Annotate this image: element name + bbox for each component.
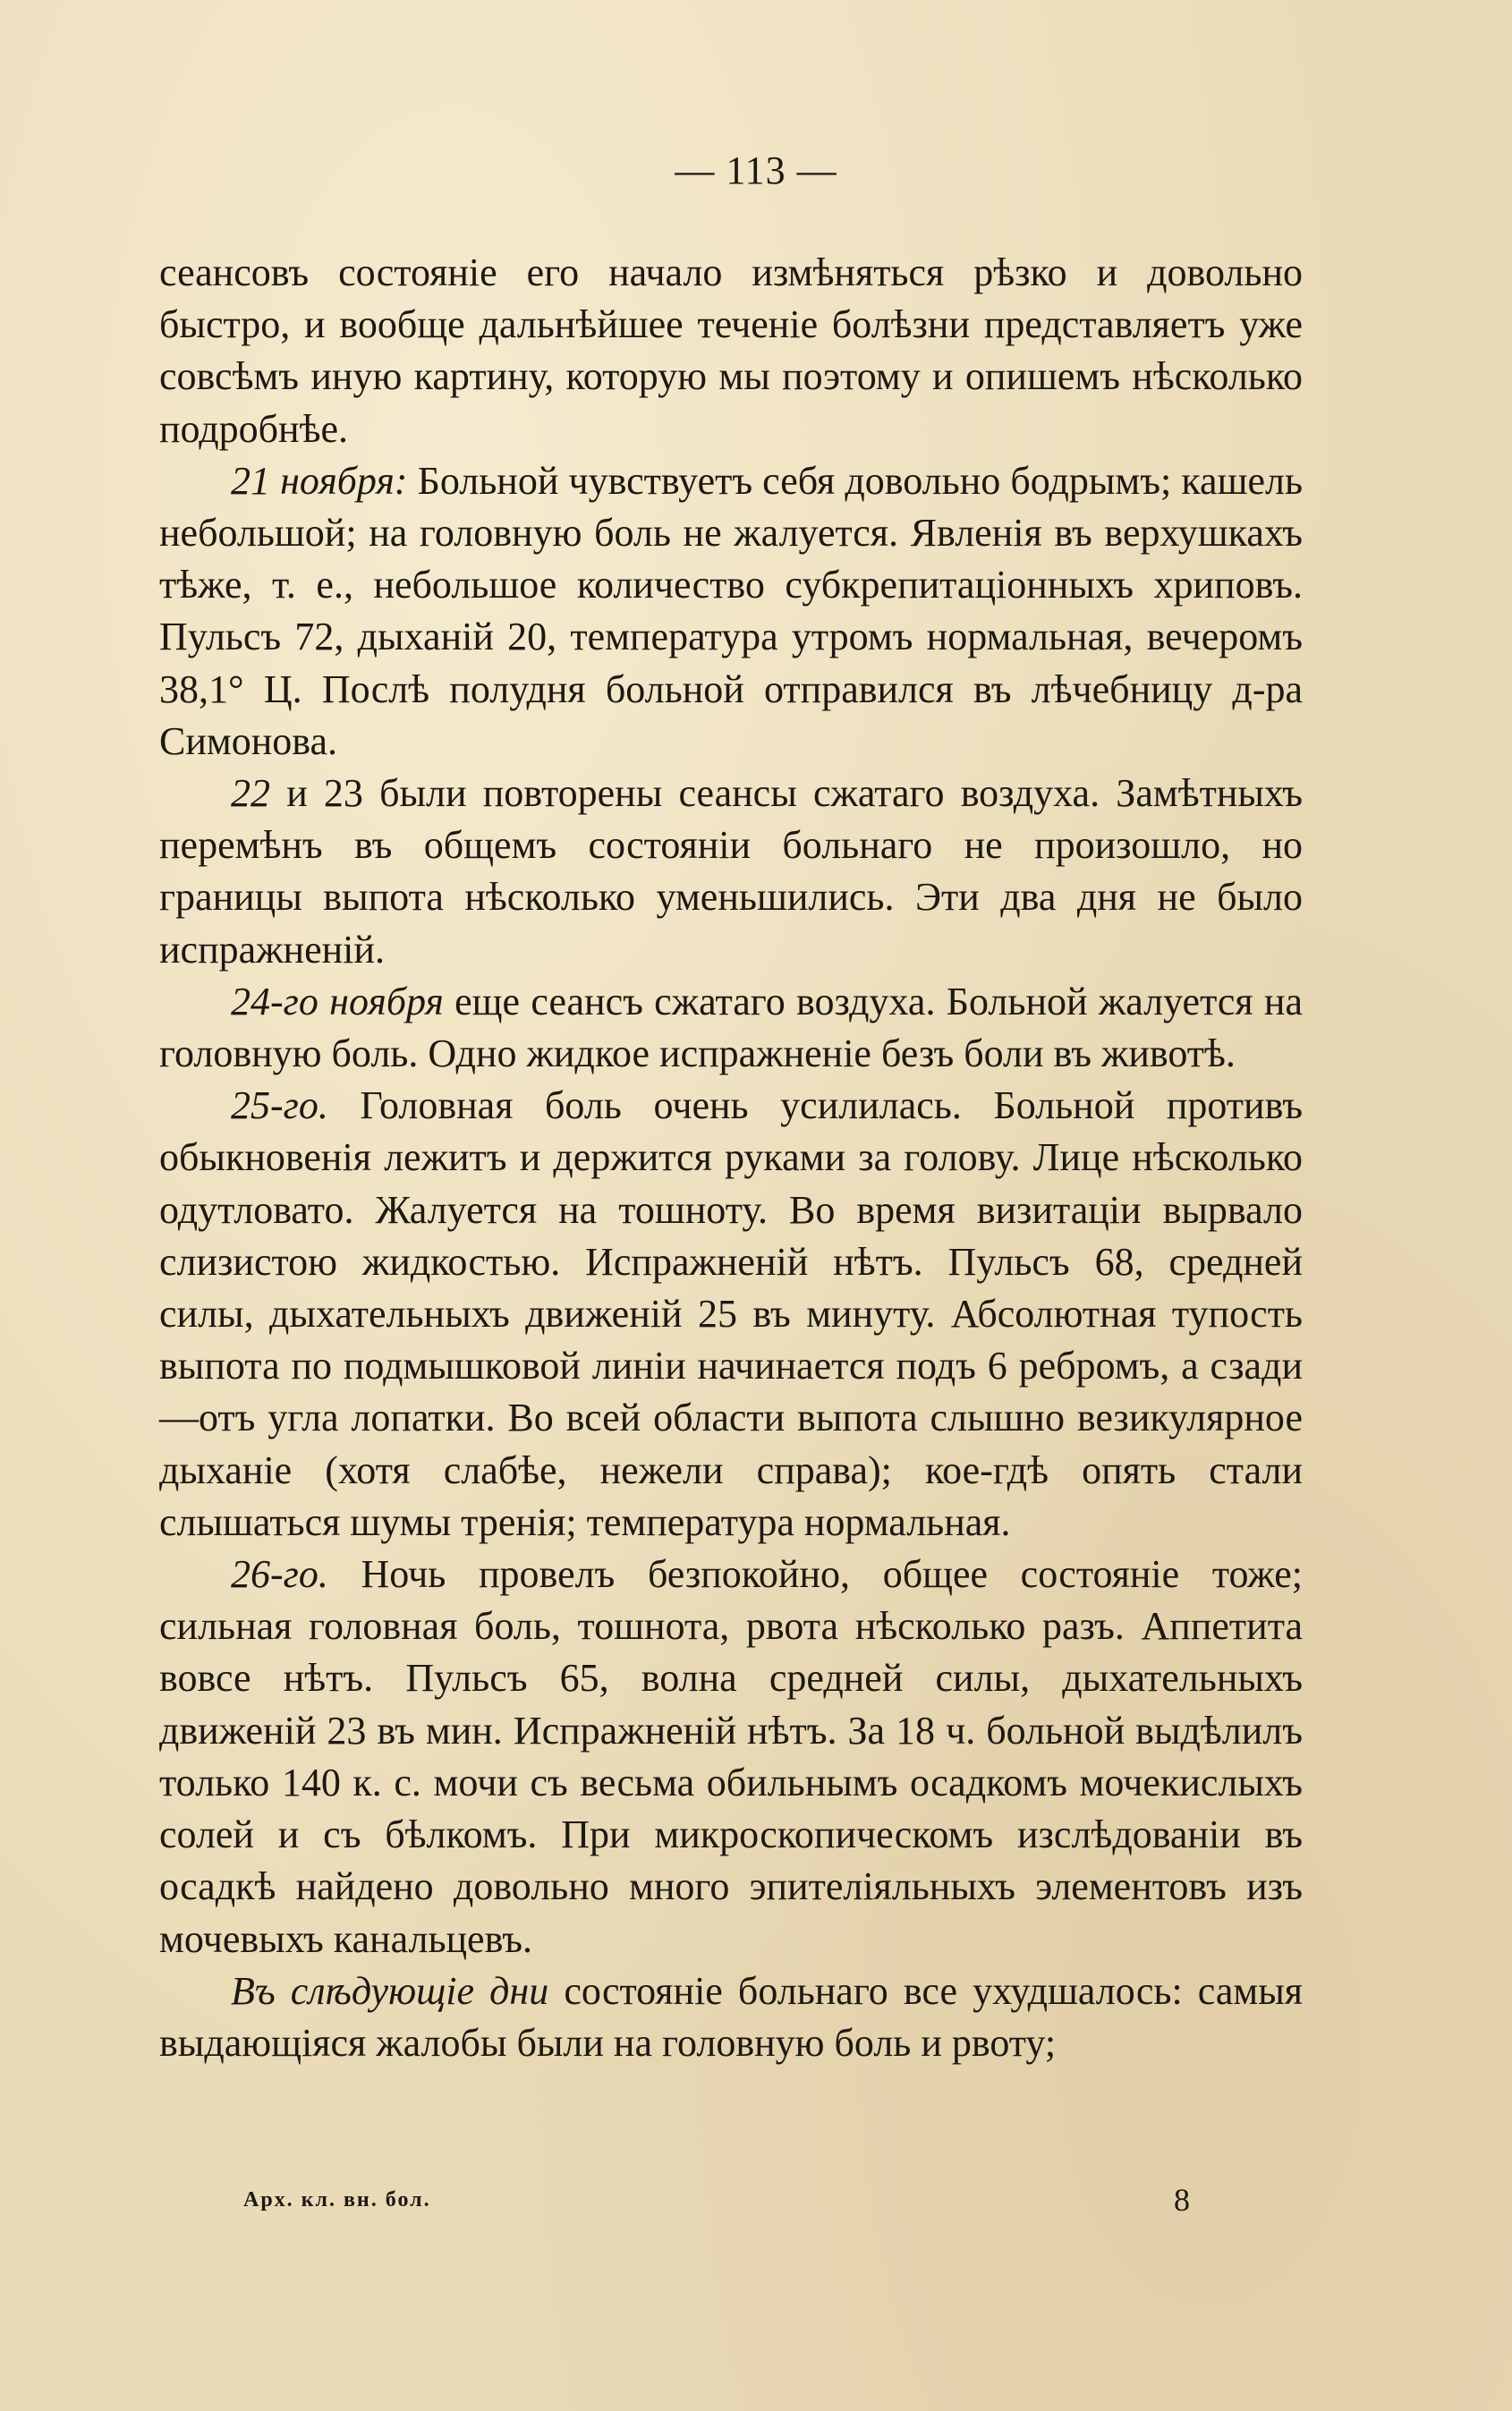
paragraph-3 [159,768,1303,976]
paragraph-lead: 26-го. [231,1552,328,1597]
sheet-number: 8 [1174,2182,1190,2218]
paragraph-text: состоянiе больнаго все ухудшалось: самыя выдающiяся жалобы были на головную боль и рвоту; [159,1968,1304,2065]
paragraph-5 [159,1080,1303,1549]
paragraph-lead: Въ слѣдующiе дни [231,1968,549,2013]
body-text [159,247,1303,2069]
page-number: — 113 — [675,149,837,192]
paragraph-2 [159,455,1303,768]
page-footer [0,2181,1512,2226]
paragraph-7 [159,1965,1303,2069]
paragraph-lead: 25-го. [231,1083,328,1128]
paragraph-text: Больной чувствуетъ себя довольно бодрымъ; кашель небольшой; на головную боль не жалуется. Явленiя въ верхушкахъ тѣже, т. е., небольшое количество субкрепитацiонныхъ хриповъ. Пульсъ 72, дыханiй 20, температура утромъ нормальная, вечеромъ 38,1° Ц. Послѣ полудня больной отправился въ лѣчебницу д-ра Симонова. [159,458,1304,763]
paragraph-text: и 23 были повторены сеансы сжатаго воздуха. Замѣтныхъ перемѣнъ въ общемъ состоянiи больнаго не произошло, но границы выпота нѣсколько уменьшились. Эти два дня не было испражненiй. [159,771,1303,972]
paragraph-lead: 22 [231,771,270,816]
paragraph-text: Головная боль очень усилилась. Больной противъ обыкновенiя лежитъ и держится руками за голову. Лице нѣсколько одутловато. Жалуется на тошноту. Во время визитацiи вырвало слизистою жидкостью. Испражненiй нѣтъ. Пульсъ 68, средней силы, дыхательныхъ движенiй 25 въ минуту. Абсолютная тупость выпота по подмышковой линiи начинается подъ 6 ребромъ, а сзади—отъ угла лопатки. Во всей области выпота слышно везикулярное дыханiе (хотя слабѣе, нежели справа); кое-гдѣ опять стали слышаться шумы тренiя; температура нормальная. [159,1083,1303,1544]
paragraph-lead: 24-го ноября [231,979,444,1023]
paragraph-lead: 21 ноября: [231,458,408,503]
paragraph-text: сеансовъ состоянiе его начало измѣняться рѣзко и довольно быстро, и вообще дальнѣйшее теченiе болѣзни представляетъ уже совсѣмъ иную картину, которую мы поэтому и опишемъ нѣсколько подробнѣе. [159,250,1303,451]
paragraph-4 [159,976,1303,1080]
signature-mark: Арх. кл. вн. бол. [243,2188,431,2211]
paragraph-1 [159,247,1303,455]
paragraph-6 [159,1549,1303,1965]
paragraph-text: еще сеансъ сжатаго воздуха. Больной жалуется на головную боль. Одно жидкое испражненiе безъ боли въ животѣ. [159,979,1303,1076]
paragraph-text: Ночь провелъ безпокойно, общее состоянiе тоже; сильная головная боль, тошнота, рвота нѣсколько разъ. Аппетита вовсе нѣтъ. Пульсъ 65, волна средней силы, дыхательныхъ движенiй 23 въ мин. Испражненiй нѣтъ. За 18 ч. больной выдѣлилъ только 140 к. с. мочи съ весьма обильнымъ осадкомъ мочекислыхъ солей и съ бѣлкомъ. При микроскопическомъ изслѣдованiи въ осадкѣ найдено довольно много эпителiяльныхъ элементовъ изъ мочевыхъ канальцевъ. [159,1552,1303,1961]
